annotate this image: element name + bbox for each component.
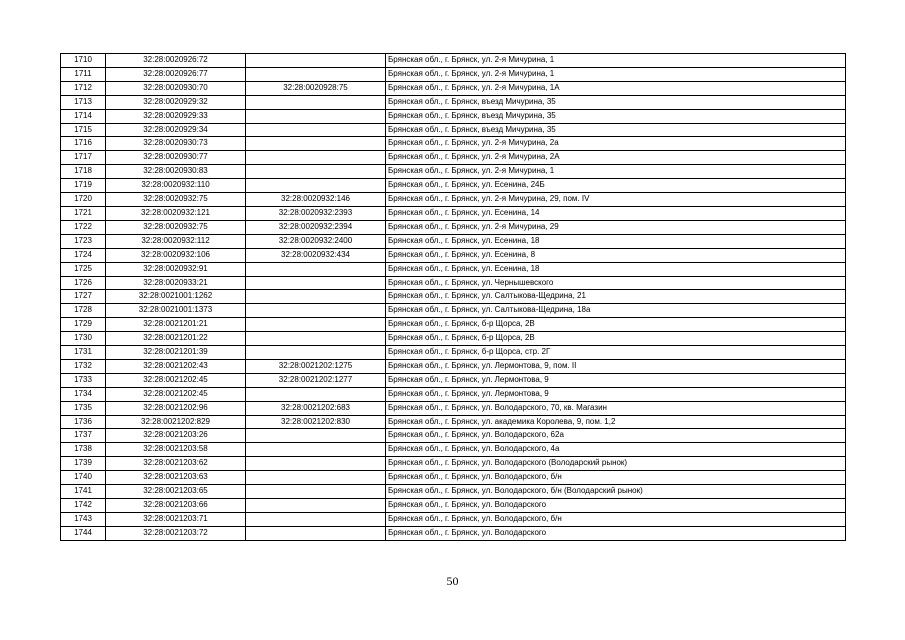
- table-row: [61, 248, 846, 262]
- related-cadastral-number-cell: [246, 429, 386, 443]
- cadastral-number-cell: 32:28:0021201:39: [106, 346, 246, 360]
- row-number-cell: 1720: [61, 193, 106, 207]
- cadastral-number-cell: 32:28:0021001:1262: [106, 290, 246, 304]
- row-number-cell: 1710: [61, 54, 106, 68]
- related-cadastral-number-cell: [246, 165, 386, 179]
- table-row: [61, 359, 846, 373]
- related-cadastral-number-cell: [246, 457, 386, 471]
- related-cadastral-number-cell: [246, 485, 386, 499]
- table-row: [61, 485, 846, 499]
- cadastral-number-cell: 32:28:0021203:63: [106, 471, 246, 485]
- address-cell: Брянская обл., г. Брянск, ул. Чернышевского: [386, 276, 846, 290]
- row-number-cell: 1716: [61, 137, 106, 151]
- table-row: [61, 151, 846, 165]
- address-cell: Брянская обл., г. Брянск, ул. Есенина, 8: [386, 248, 846, 262]
- related-cadastral-number-cell: [246, 290, 386, 304]
- row-number-cell: 1738: [61, 443, 106, 457]
- address-cell: Брянская обл., г. Брянск, ул. 2-я Мичурина, 29: [386, 220, 846, 234]
- cadastral-number-cell: 32:28:0021202:45: [106, 373, 246, 387]
- table-row: [61, 346, 846, 360]
- table-row: [61, 206, 846, 220]
- address-cell: Брянская обл., г. Брянск, ул. Володарского, б/н: [386, 512, 846, 526]
- row-number-cell: 1724: [61, 248, 106, 262]
- table-row: [61, 54, 846, 68]
- row-number-cell: 1722: [61, 220, 106, 234]
- table-row: [61, 304, 846, 318]
- cadastral-number-cell: 32:28:0021203:26: [106, 429, 246, 443]
- related-cadastral-number-cell: 32:28:0021202:830: [246, 415, 386, 429]
- cadastral-number-cell: 32:28:0021201:22: [106, 332, 246, 346]
- row-number-cell: 1735: [61, 401, 106, 415]
- cadastral-number-cell: 32:28:0020929:34: [106, 123, 246, 137]
- address-cell: Брянская обл., г. Брянск, ул. 2-я Мичурина, 2А: [386, 151, 846, 165]
- property-registry-table: [60, 53, 846, 541]
- cadastral-number-cell: 32:28:0020933:21: [106, 276, 246, 290]
- cadastral-number-cell: 32:28:0020929:32: [106, 95, 246, 109]
- related-cadastral-number-cell: [246, 262, 386, 276]
- table-row: [61, 526, 846, 540]
- table-row: [61, 387, 846, 401]
- related-cadastral-number-cell: 32:28:0021202:1277: [246, 373, 386, 387]
- address-cell: Брянская обл., г. Брянск, ул. Володарского, б/н (Володарский рынок): [386, 485, 846, 499]
- address-cell: Брянская обл., г. Брянск, ул. Володарского, 70, кв. Магазин: [386, 401, 846, 415]
- cadastral-number-cell: 32:28:0021203:65: [106, 485, 246, 499]
- cadastral-number-cell: 32:28:0020932:121: [106, 206, 246, 220]
- row-number-cell: 1736: [61, 415, 106, 429]
- row-number-cell: 1741: [61, 485, 106, 499]
- row-number-cell: 1737: [61, 429, 106, 443]
- address-cell: Брянская обл., г. Брянск, въезд Мичурина, 35: [386, 95, 846, 109]
- related-cadastral-number-cell: 32:28:0021202:683: [246, 401, 386, 415]
- address-cell: Брянская обл., г. Брянск, ул. Салтыкова-Щедрина, 18а: [386, 304, 846, 318]
- address-cell: Брянская обл., г. Брянск, ул. 2-я Мичурина, 1: [386, 165, 846, 179]
- address-cell: Брянская обл., г. Брянск, ул. Володарского, б/н: [386, 471, 846, 485]
- address-cell: Брянская обл., г. Брянск, ул. Есенина, 18: [386, 234, 846, 248]
- row-number-cell: 1731: [61, 346, 106, 360]
- address-cell: Брянская обл., г. Брянск, въезд Мичурина, 35: [386, 109, 846, 123]
- cadastral-number-cell: 32:28:0020930:77: [106, 151, 246, 165]
- table-row: [61, 165, 846, 179]
- address-cell: Брянская обл., г. Брянск, ул. Лермонтова, 9: [386, 373, 846, 387]
- table-row: [61, 499, 846, 513]
- table-row: [61, 332, 846, 346]
- cadastral-number-cell: 32:28:0020932:112: [106, 234, 246, 248]
- address-cell: Брянская обл., г. Брянск, ул. Володарского (Володарский рынок): [386, 457, 846, 471]
- cadastral-number-cell: 32:28:0021203:71: [106, 512, 246, 526]
- cadastral-number-cell: 32:28:0020930:73: [106, 137, 246, 151]
- row-number-cell: 1732: [61, 359, 106, 373]
- row-number-cell: 1742: [61, 499, 106, 513]
- row-number-cell: 1711: [61, 67, 106, 81]
- row-number-cell: 1725: [61, 262, 106, 276]
- row-number-cell: 1713: [61, 95, 106, 109]
- cadastral-number-cell: 32:28:0020932:91: [106, 262, 246, 276]
- cadastral-number-cell: 32:28:0021202:43: [106, 359, 246, 373]
- related-cadastral-number-cell: [246, 304, 386, 318]
- related-cadastral-number-cell: [246, 95, 386, 109]
- cadastral-number-cell: 32:28:0020930:70: [106, 81, 246, 95]
- related-cadastral-number-cell: [246, 332, 386, 346]
- row-number-cell: 1728: [61, 304, 106, 318]
- address-cell: Брянская обл., г. Брянск, въезд Мичурина, 35: [386, 123, 846, 137]
- row-number-cell: 1743: [61, 512, 106, 526]
- related-cadastral-number-cell: [246, 54, 386, 68]
- address-cell: Брянская обл., г. Брянск, ул. 2-я Мичурина, 1: [386, 67, 846, 81]
- table-row: [61, 179, 846, 193]
- table-row: [61, 123, 846, 137]
- cadastral-number-cell: 32:28:0020932:110: [106, 179, 246, 193]
- related-cadastral-number-cell: 32:28:0020932:2394: [246, 220, 386, 234]
- related-cadastral-number-cell: [246, 318, 386, 332]
- table-row: [61, 109, 846, 123]
- related-cadastral-number-cell: [246, 151, 386, 165]
- row-number-cell: 1730: [61, 332, 106, 346]
- cadastral-number-cell: 32:28:0021202:45: [106, 387, 246, 401]
- table-row: [61, 262, 846, 276]
- related-cadastral-number-cell: 32:28:0020928:75: [246, 81, 386, 95]
- table-row: [61, 234, 846, 248]
- address-cell: Брянская обл., г. Брянск, ул. 2-я Мичурина, 29, пом. IV: [386, 193, 846, 207]
- related-cadastral-number-cell: [246, 346, 386, 360]
- address-cell: Брянская обл., г. Брянск, ул. Володарского: [386, 526, 846, 540]
- address-cell: Брянская обл., г. Брянск, ул. 2-я Мичурина, 2а: [386, 137, 846, 151]
- row-number-cell: 1718: [61, 165, 106, 179]
- row-number-cell: 1715: [61, 123, 106, 137]
- related-cadastral-number-cell: [246, 471, 386, 485]
- cadastral-number-cell: 32:28:0020926:72: [106, 54, 246, 68]
- cadastral-number-cell: 32:28:0021202:96: [106, 401, 246, 415]
- cadastral-number-cell: 32:28:0020932:75: [106, 220, 246, 234]
- address-cell: Брянская обл., г. Брянск, ул. Есенина, 24Б: [386, 179, 846, 193]
- address-cell: Брянская обл., г. Брянск, ул. академика Королева, 9, пом. 1,2: [386, 415, 846, 429]
- related-cadastral-number-cell: [246, 443, 386, 457]
- cadastral-number-cell: 32:28:0020926:77: [106, 67, 246, 81]
- table-row: [61, 471, 846, 485]
- cadastral-number-cell: 32:28:0021201:21: [106, 318, 246, 332]
- cadastral-number-cell: 32:28:0021203:58: [106, 443, 246, 457]
- row-number-cell: 1740: [61, 471, 106, 485]
- related-cadastral-number-cell: [246, 387, 386, 401]
- address-cell: Брянская обл., г. Брянск, ул. Володарского, 62а: [386, 429, 846, 443]
- row-number-cell: 1727: [61, 290, 106, 304]
- page-number: 50: [446, 574, 459, 588]
- table-row: [61, 81, 846, 95]
- table-row: [61, 220, 846, 234]
- related-cadastral-number-cell: [246, 137, 386, 151]
- related-cadastral-number-cell: [246, 123, 386, 137]
- table-row: [61, 95, 846, 109]
- related-cadastral-number-cell: [246, 109, 386, 123]
- row-number-cell: 1712: [61, 81, 106, 95]
- row-number-cell: 1714: [61, 109, 106, 123]
- address-cell: Брянская обл., г. Брянск, ул. Лермонтова, 9: [386, 387, 846, 401]
- table-row: [61, 67, 846, 81]
- related-cadastral-number-cell: [246, 179, 386, 193]
- table-row: [61, 401, 846, 415]
- address-cell: Брянская обл., г. Брянск, ул. Володарского: [386, 499, 846, 513]
- row-number-cell: 1726: [61, 276, 106, 290]
- cadastral-number-cell: 32:28:0021203:62: [106, 457, 246, 471]
- row-number-cell: 1721: [61, 206, 106, 220]
- related-cadastral-number-cell: [246, 276, 386, 290]
- table-row: [61, 512, 846, 526]
- cadastral-number-cell: 32:28:0021001:1373: [106, 304, 246, 318]
- address-cell: Брянская обл., г. Брянск, ул. Есенина, 14: [386, 206, 846, 220]
- address-cell: Брянская обл., г. Брянск, ул. Володарского, 4а: [386, 443, 846, 457]
- cadastral-number-cell: 32:28:0020930:83: [106, 165, 246, 179]
- table-row: [61, 290, 846, 304]
- cadastral-number-cell: 32:28:0021202:829: [106, 415, 246, 429]
- address-cell: Брянская обл., г. Брянск, б-р Щорса, 2В: [386, 332, 846, 346]
- related-cadastral-number-cell: [246, 499, 386, 513]
- row-number-cell: 1729: [61, 318, 106, 332]
- row-number-cell: 1723: [61, 234, 106, 248]
- address-cell: Брянская обл., г. Брянск, б-р Щорса, стр. 2Г: [386, 346, 846, 360]
- related-cadastral-number-cell: 32:28:0020932:146: [246, 193, 386, 207]
- cadastral-number-cell: 32:28:0020932:106: [106, 248, 246, 262]
- row-number-cell: 1734: [61, 387, 106, 401]
- related-cadastral-number-cell: 32:28:0020932:2393: [246, 206, 386, 220]
- table-row: [61, 276, 846, 290]
- address-cell: Брянская обл., г. Брянск, ул. Салтыкова-Щедрина, 21: [386, 290, 846, 304]
- address-cell: Брянская обл., г. Брянск, ул. Лермонтова, 9, пом. II: [386, 359, 846, 373]
- cadastral-number-cell: 32:28:0020929:33: [106, 109, 246, 123]
- address-cell: Брянская обл., г. Брянск, ул. Есенина, 18: [386, 262, 846, 276]
- table-row: [61, 137, 846, 151]
- registry-table-body: [61, 54, 846, 541]
- related-cadastral-number-cell: 32:28:0020932:434: [246, 248, 386, 262]
- related-cadastral-number-cell: 32:28:0021202:1275: [246, 359, 386, 373]
- table-row: [61, 373, 846, 387]
- cadastral-number-cell: 32:28:0020932:75: [106, 193, 246, 207]
- row-number-cell: 1733: [61, 373, 106, 387]
- address-cell: Брянская обл., г. Брянск, ул. 2-я Мичурина, 1: [386, 54, 846, 68]
- related-cadastral-number-cell: [246, 526, 386, 540]
- table-row: [61, 457, 846, 471]
- cadastral-number-cell: 32:28:0021203:66: [106, 499, 246, 513]
- row-number-cell: 1744: [61, 526, 106, 540]
- table-row: [61, 415, 846, 429]
- row-number-cell: 1719: [61, 179, 106, 193]
- related-cadastral-number-cell: [246, 512, 386, 526]
- address-cell: Брянская обл., г. Брянск, ул. 2-я Мичурина, 1А: [386, 81, 846, 95]
- table-row: [61, 193, 846, 207]
- related-cadastral-number-cell: 32:28:0020932:2400: [246, 234, 386, 248]
- related-cadastral-number-cell: [246, 67, 386, 81]
- table-row: [61, 429, 846, 443]
- address-cell: Брянская обл., г. Брянск, б-р Щорса, 2В: [386, 318, 846, 332]
- table-row: [61, 443, 846, 457]
- cadastral-number-cell: 32:28:0021203:72: [106, 526, 246, 540]
- row-number-cell: 1739: [61, 457, 106, 471]
- row-number-cell: 1717: [61, 151, 106, 165]
- table-row: [61, 318, 846, 332]
